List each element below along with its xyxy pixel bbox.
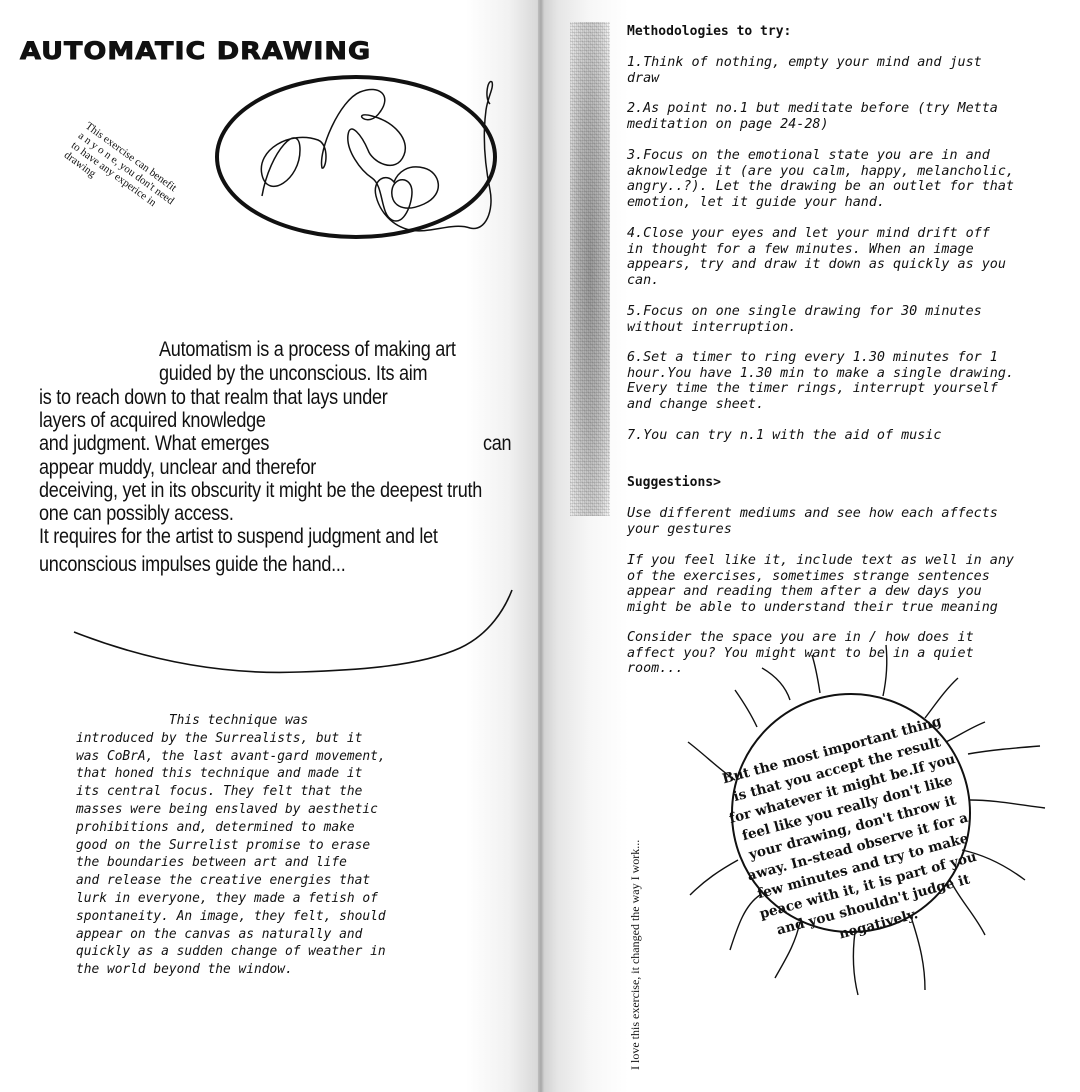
suggestion-item: Consider the space you are in / how does it affect you? You might want to be in a quiet room...: [627, 630, 974, 677]
sun-ray: [912, 920, 925, 990]
suggestions-heading: Suggestions>: [627, 475, 721, 490]
intro-line: one can possibly access.: [39, 502, 234, 525]
intro-line: is to reach down to that realm that lays under: [39, 386, 388, 409]
history-paragraph: This technique was introduced by the Surrealists, but it was CoBrA, the last avant-gard movement, that honed this technique and made it its central focus. They felt that the masses were being enslaved by aesthetic prohibitions and, determined to make good on the Surrelist promise to erase the boundaries between art and life and release the creative energies that lurk in everyone, they made a fetish of spontaneity. An image, they felt, should appear on the canvas as naturally and quickly as a sudden change of weather in the world beyond the window.: [76, 713, 386, 978]
suggestion-item: If you feel like it, include text as well in any of the exercises, sometimes strange sentences appear and reading them after a dew days you might be able to understand their true meaning: [627, 553, 1014, 615]
intro-line: deceiving, yet in its obscurity it might be the deepest truth: [39, 479, 483, 502]
methods-heading: Methodologies to try:: [627, 24, 792, 39]
sun-ray: [970, 800, 1045, 808]
page-title: AUTOMATIC DRAWING: [20, 37, 372, 66]
sun-ray: [968, 746, 1040, 754]
method-item: 1.Think of nothing, empty your mind and just draw: [627, 55, 982, 86]
intro-line: and judgment. What emerges: [39, 432, 270, 455]
sun-ray: [690, 860, 738, 895]
curved-line: [74, 590, 512, 672]
sun-ray: [735, 690, 757, 727]
sun-ray: [853, 932, 858, 995]
vertical-note: I love this exercise, it changed the way I work...: [628, 839, 642, 1070]
intro-line: appear muddy, unclear and therefor: [39, 456, 317, 479]
method-item: 4.Close your eyes and let your mind drift off in thought for a few minutes. When an image appears, try and draw it down as quickly as you can.: [627, 226, 1006, 288]
intro-line: layers of acquired knowledge: [39, 409, 266, 432]
method-item: 2.As point no.1 but meditate before (try Metta meditation on page 24-28): [627, 101, 998, 132]
intro-line: can: [483, 432, 512, 455]
suggestion-item: Use different mediums and see how each affects your gestures: [627, 506, 998, 537]
side-note: This exercise can benefit a n y o n e, you don't need to have any experice in drawing: [61, 120, 179, 210]
method-item: 3.Focus on the emotional state you are in and aknowledge it (are you calm, happy, melancholic, angry..?). Let the drawing be an outlet for that emotion, let it guide your hand.: [627, 148, 1014, 210]
sun-message: But the most important thing is that you accept the result for whatever it might be.If you feel like you really don't like your drawing, don't throw it away. In-stead observe it for a few minutes and try to make peace with it, it is part of you and you shouldn't judge it negatively.: [720, 713, 979, 943]
intro-line: Automatism is a process of making art: [159, 338, 456, 361]
intro-line: guided by the unconscious. Its aim: [159, 362, 428, 385]
scribble-ellipse: [217, 77, 495, 237]
method-item: 7.You can try n.1 with the aid of music: [627, 428, 942, 443]
intro-line: unconscious impulses guide the hand...: [39, 553, 346, 576]
method-item: 5.Focus on one single drawing for 30 minutes without interruption.: [627, 304, 982, 335]
intro-line: It requires for the artist to suspend judgment and let: [39, 525, 438, 548]
method-item: 6.Set a timer to ring every 1.30 minutes for 1 hour.You have 1.30 min to make a single drawing. Every time the timer rings, interrupt yourself and change sheet.: [627, 350, 1014, 412]
